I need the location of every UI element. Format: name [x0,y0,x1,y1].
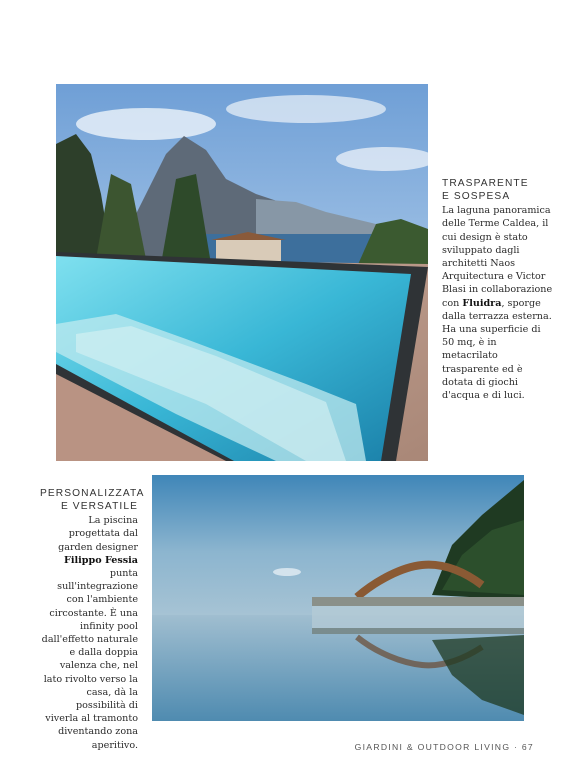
caption-body-text-end: , sporge dalla terrazza esterna. Ha una superficie di 50 mq, è in metacrilato trasparente ed è dotata di giochi d'acqua e di luci. [442,297,552,402]
heading-line-2: E SOSPESA [442,190,511,202]
designer-name: Filippo Fessia [64,554,138,566]
caption-trasparente-sospesa [442,178,554,402]
heading-line-1: TRASPARENTE [442,178,529,189]
photo-pool-lake-view [56,84,428,461]
heading-line-2: E VERSATILE [60,500,138,512]
caption-body [442,205,552,401]
heading-line-1: PERSONALIZZATA [40,488,145,499]
caption-heading [40,488,145,513]
photo-infinity-pool [152,475,524,721]
caption-body-text: La piscina progettata dal garden designer [58,515,138,553]
infinity-pool-illustration [152,475,524,721]
caption-body-text-end: punta sull'integrazione con l'ambiente circostante. È una infinity pool dall'effetto naturale e dalla doppia valenza che, nel lato rivolto verso la casa, dà la possibilità di viverla al tramonto diventando zona aperitivo. [41,568,138,751]
pool-illustration [56,84,428,461]
caption-body [42,515,138,750]
caption-body-text: La laguna panoramica delle Terme Caldea, il cui design è stato sviluppato dagli architetti Naos Arquitectura e Victor Blasi in collaborazione con [442,205,553,309]
caption-personalizzata-versatile [40,488,145,752]
brand-name: Fluidra [462,297,502,309]
page-footer: GIARDINI & OUTDOOR LIVING · 67 [354,742,534,752]
caption-heading [442,178,554,203]
